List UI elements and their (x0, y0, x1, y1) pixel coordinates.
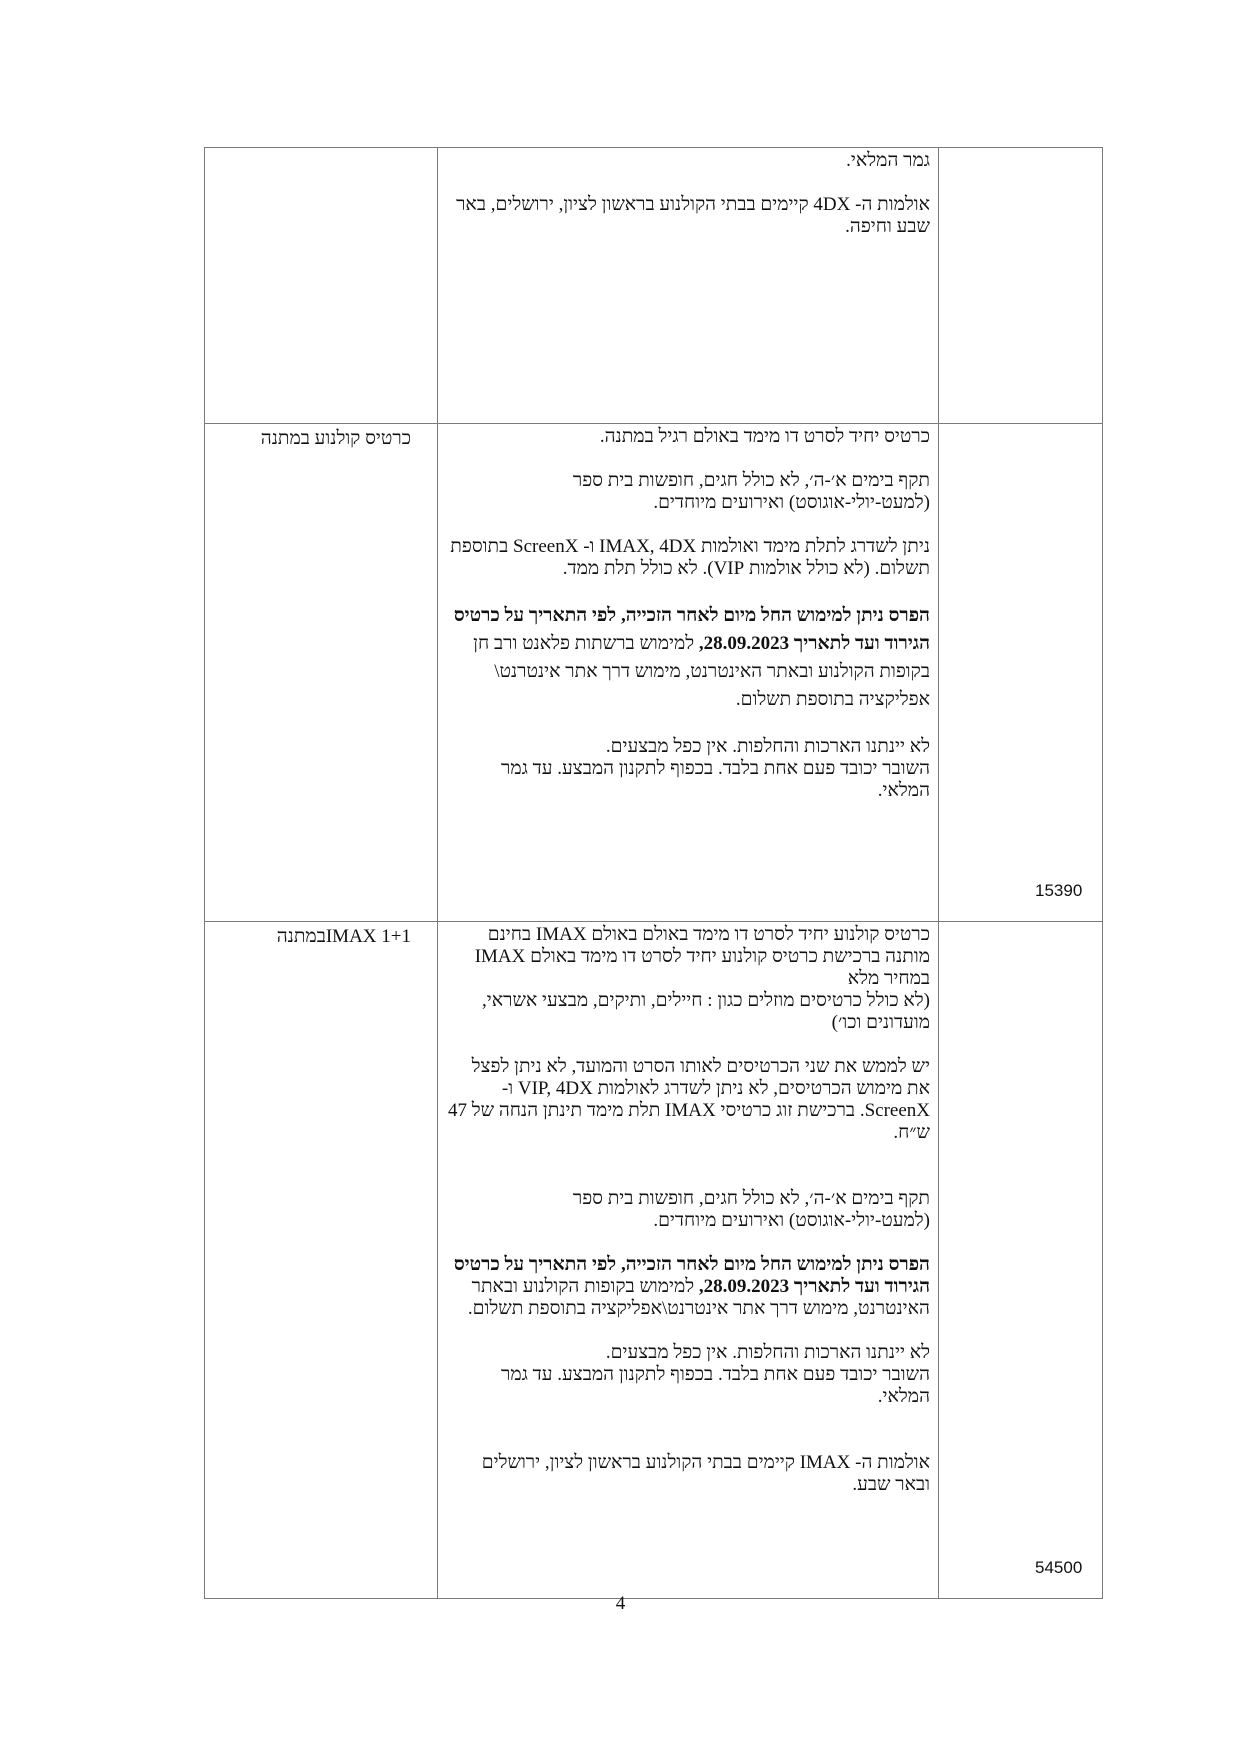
prize-name (205, 148, 437, 152)
description-paragraph: כרטיס יחיד לסרט דו מימד באולם רגיל במתנה. (599, 426, 930, 447)
description-paragraph: אולמות ה- IMAX קיימים בבתי הקולנוע בראשון לציון, ירושלים ובאר שבע. (481, 1452, 930, 1495)
description-paragraph: כרטיס קולנוע יחיד לסרט דו מימד באולם באולם IMAX בחינם מותנה ברכישת כרטיס קולנוע יחיד לסרט דו מימד באולם IMAX במחיר מלא (474, 924, 930, 989)
description-paragraph: תקף בימים א׳-ה׳, לא כולל חגים, חופשות בית ספר (למעט-יולי-אוגוסט) ואירועים מיוחדים. (572, 1188, 930, 1231)
redemption-terms-bold: הפרס ניתן למימוש החל מיום לאחר הזכייה, לפי התאריך על כרטיס הגירוד ועד לתאריך 28.09.2023, (453, 605, 930, 654)
description-paragraph: לא יינתנו הארכות והחלפות. אין כפל מבצעים. (605, 1342, 930, 1363)
description-paragraph: תקף בימים א׳-ה׳, לא כולל חגים, חופשות בית ספר (למעט-יולי-אוגוסט) ואירועים מיוחדים. (572, 470, 930, 513)
prize-description-cell (438, 922, 939, 1599)
prize-name-cell (205, 148, 438, 424)
description-paragraph: (לא כולל כרטיסים מוזלים כגון : חיילים, ותיקים, מבצעי אשראי, מועדונים וכו׳) (481, 990, 930, 1033)
prize-value: 54500 (1035, 1558, 1083, 1577)
redemption-terms: למימוש ברשתות פלאנט ורב חן בקופות הקולנוע ובאתר האינטרנט, מימוש דרך אתר אינטרנט\ אפליקציה בתוספת תשלום. (473, 633, 930, 710)
redemption-terms: למימוש בקופות הקולנוע ובאתר האינטרנט, מימוש דרך אתר אינטרנט\אפליקציה בתוספת תשלום. (467, 1276, 930, 1319)
table-row (205, 424, 1103, 922)
prize-value-cell (939, 424, 1103, 922)
prize-value-cell (939, 148, 1103, 424)
description-paragraph: יש לממש את שני הכרטיסים לאותו הסרט והמועד, לא ניתן לפצל את מימוש הכרטיסים, לא ניתן לשדרג לאולמות VIP, 4DX ו- ScreenX. ברכישת זוג כרטיסי IMAX תלת מימד תינתן הנחה של 47 ש״ח. (448, 1056, 930, 1143)
table-row (205, 148, 1103, 424)
prize-table (204, 147, 1103, 1599)
page-number: 4 (615, 1593, 626, 1614)
prize-name-cell (205, 424, 438, 922)
prize-description-cell (438, 424, 939, 922)
description-paragraph: אולמות ה- 4DX קיימים בבתי הקולנוע בראשון לציון, ירושלים, באר שבע וחיפה. (456, 194, 930, 237)
prize-description-cell (438, 148, 939, 424)
description-paragraph: השובר יכובד פעם אחת בלבד. בכפוף לתקנון המבצע. עד גמר המלאי. (501, 758, 930, 801)
description-paragraph: גמר המלאי. (846, 150, 930, 171)
redemption-terms-bold: הפרס ניתן למימוש החל מיום לאחר הזכייה, לפי התאריך על כרטיס הגירוד ועד לתאריך 28.09.2023, (453, 1254, 930, 1297)
prize-value-cell (939, 922, 1103, 1599)
description-paragraph: ניתן לשדרג לתלת מימד ואולמות IMAX, 4DX ו- ScreenX בתוספת תשלום. (לא כולל אולמות VIP). לא כולל תלת ממד. (450, 536, 930, 579)
prize-value: 15390 (1035, 881, 1083, 900)
table-row (205, 922, 1103, 1599)
prize-name-cell (205, 922, 438, 1599)
description-paragraph: לא יינתנו הארכות והחלפות. אין כפל מבצעים. (605, 736, 930, 757)
description-paragraph: השובר יכובד פעם אחת בלבד. בכפוף לתקנון המבצע. עד גמר המלאי. (501, 1364, 930, 1407)
prize-name: כרטיס קולנוע במתנה (260, 428, 411, 449)
prize-name: IMAX 1+1במתנה (276, 926, 411, 947)
